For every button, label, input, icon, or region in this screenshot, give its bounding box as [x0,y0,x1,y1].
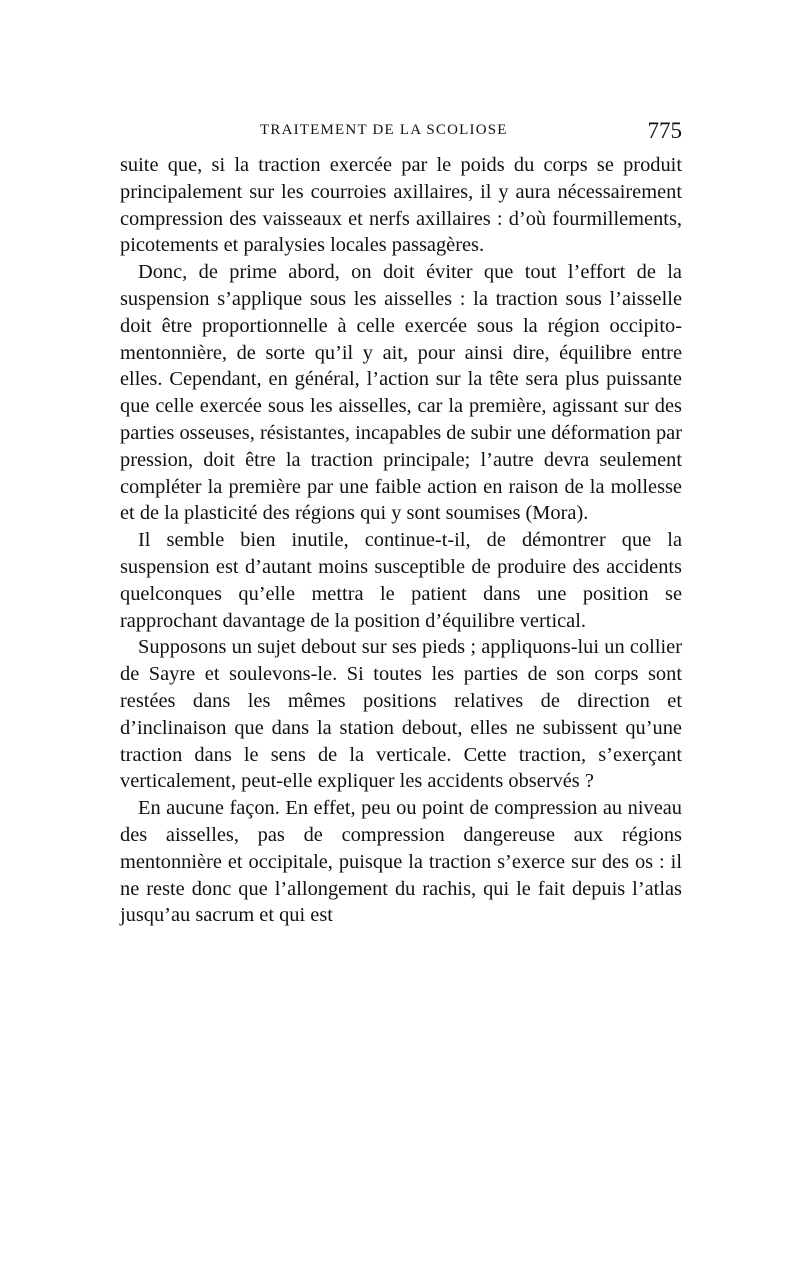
running-head [120,118,682,146]
paragraph-3: Il semble bien inutile, continue-t-il, de démontrer que la suspension est d’autant moins susceptible de produire des accidents quelconques qu’elle mettra le patient dans une position se rapprochant davantage de la position d’équilibre vertical. [120,529,682,632]
paragraph-5: En aucune façon. En effet, peu ou point de compression au niveau des aisselles, pas de compression dangereuse aux régions mentonnière et occipitale, puisque la traction s’exerce sur des os : il ne reste donc que l’allongement du rachis, qui le fait depuis l’atlas jusqu’au sacrum et qui est [120,797,682,927]
paragraph-1: suite que, si la traction exercée par le poids du corps se produit principalement sur les courroies axillaires, il y aura nécessairement compression des vaisseaux et nerfs axillaires : d’où fourmillements, picotements et paralysies locales passagères. [120,154,682,257]
body-text [120,152,682,929]
paragraph-4: Supposons un sujet debout sur ses pieds ; appliquons-lui un collier de Sayre et soulevons-le. Si toutes les parties de son corps sont restées dans les mêmes positions relatives de direction et d’inclinaison que dans la station debout, elles ne subissent qu’une traction dans le sens de la verticale. Cette traction, s’exerçant verticalement, peut-elle expliquer les accidents observés ? [120,636,682,793]
paragraph-2: Donc, de prime abord, on doit éviter que tout l’effort de la suspension s’applique sous les aisselles : la traction sous l’aisselle doit être proportionnelle à celle exercée sous la région occipito-mentonnière, de sorte qu’il y ait, pour ainsi dire, équilibre entre elles. Cependant, en général, l’action sur la tête sera plus puissante que celle exercée sous les aisselles, car la première, agissant sur des parties osseuses, résistantes, incapables de subir une déformation par pression, doit être la traction principale; l’autre devra seulement compléter la première par une faible action en raison de la mollesse et de la plasticité des régions qui y sont soumises (Mora). [120,261,682,525]
running-title: TRAITEMENT DE LA SCOLIOSE [260,122,508,138]
page-number: 775 [647,118,682,143]
